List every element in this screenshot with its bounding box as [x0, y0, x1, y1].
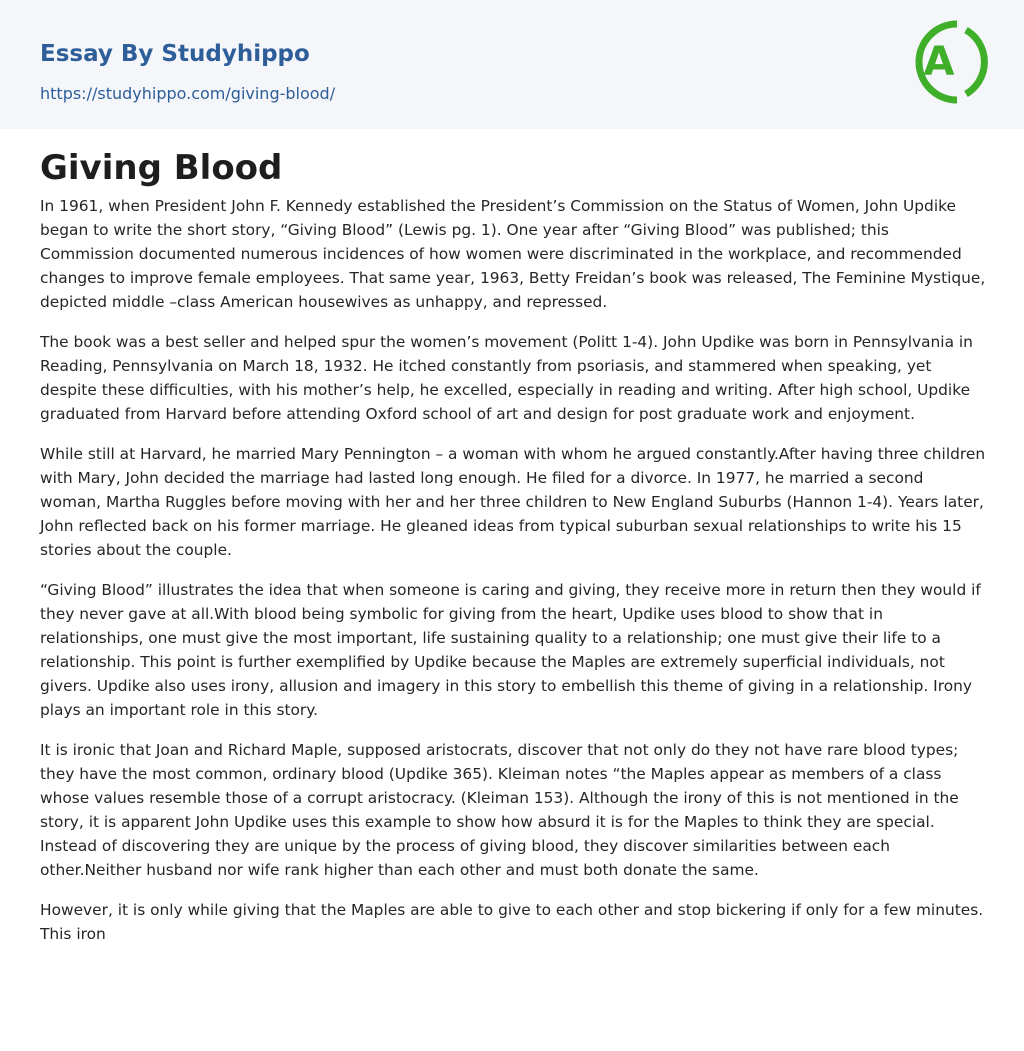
essay-url-link[interactable]: https://studyhippo.com/giving-blood/ — [40, 84, 336, 103]
essay-paragraph: It is ironic that Joan and Richard Maple, supposed aristocrats, discover that not only do they not have rare blood types; they have the most common, ordinary blood (Updike 365). Kleiman notes “the Maples appear as members of a class whose values resemble those of a corrupt aristocracy. (Kleiman 153). Although the irony of this is not mentioned in the story, it is apparent John Updike uses this example to show how absurd it is for the Maples to think they are special. Instead of discovering they are unique by the process of giving blood, they discover similarities between each other.Neither husband nor wife rank higher than each other and must both donate the same. — [40, 741, 959, 879]
site-header — [0, 0, 1024, 129]
essay-paragraph: “Giving Blood” illustrates the idea that when someone is caring and giving, they receive more in return then they would if they never gave at all.With blood being symbolic for giving from the heart, Updike uses blood to show that in relationships, one must give the most important, life sustaining quality to a relationship; one must give their life to a relationship. This point is further exemplified by Updike because the Maples are extremely superficial individuals, not givers. Updike also uses irony, allusion and imagery in this story to embellish this theme of giving in a relationship. Irony plays an important role in this story. — [40, 581, 981, 719]
essay-paragraph: In 1961, when President John F. Kennedy established the President’s Commission on the Status of Women, John Updike began to write the short story, “Giving Blood” (Lewis pg. 1). One year after “Giving Blood” was published; this Commission documented numerous incidences of how women were discriminated in the workplace, and recommended changes to improve female employees. That same year, 1963, Betty Freidan’s book was released, The Feminine Mystique, depicted middle –class American housewives as unhappy, and repressed. — [40, 197, 986, 311]
logo-letter: A — [923, 39, 955, 85]
essay-paragraph: While still at Harvard, he married Mary Pennington – a woman with whom he argued constantly.After having three children with Mary, John decided the marriage had lasted long enough. He filed for a divorce. In 1977, he married a second woman, Martha Ruggles before moving with her and her three children to New England Suburbs (Hannon 1-4). Years later, John reflected back on his former marriage. He gleaned ideas from typical suburban sexual relationships to write his 15 stories about the couple. — [40, 445, 986, 559]
essay-body — [40, 194, 986, 962]
studyhippo-logo-icon[interactable] — [904, 18, 990, 106]
site-title[interactable]: Essay By Studyhippo — [40, 41, 310, 67]
essay-paragraph: The book was a best seller and helped spur the women’s movement (Politt 1-4). John Updike was born in Pennsylvania in Reading, Pennsylvania on March 18, 1932. He itched constantly from psoriasis, and stammered when speaking, yet despite these difficulties, with his mother’s help, he excelled, especially in reading and writing. After high school, Updike graduated from Harvard before attending Oxford school of art and design for post graduate work and enjoyment. — [40, 333, 973, 423]
essay-title: Giving Blood — [40, 148, 283, 188]
essay-paragraph: However, it is only while giving that the Maples are able to give to each other and stop bickering if only for a few minutes. This iron — [40, 901, 984, 943]
